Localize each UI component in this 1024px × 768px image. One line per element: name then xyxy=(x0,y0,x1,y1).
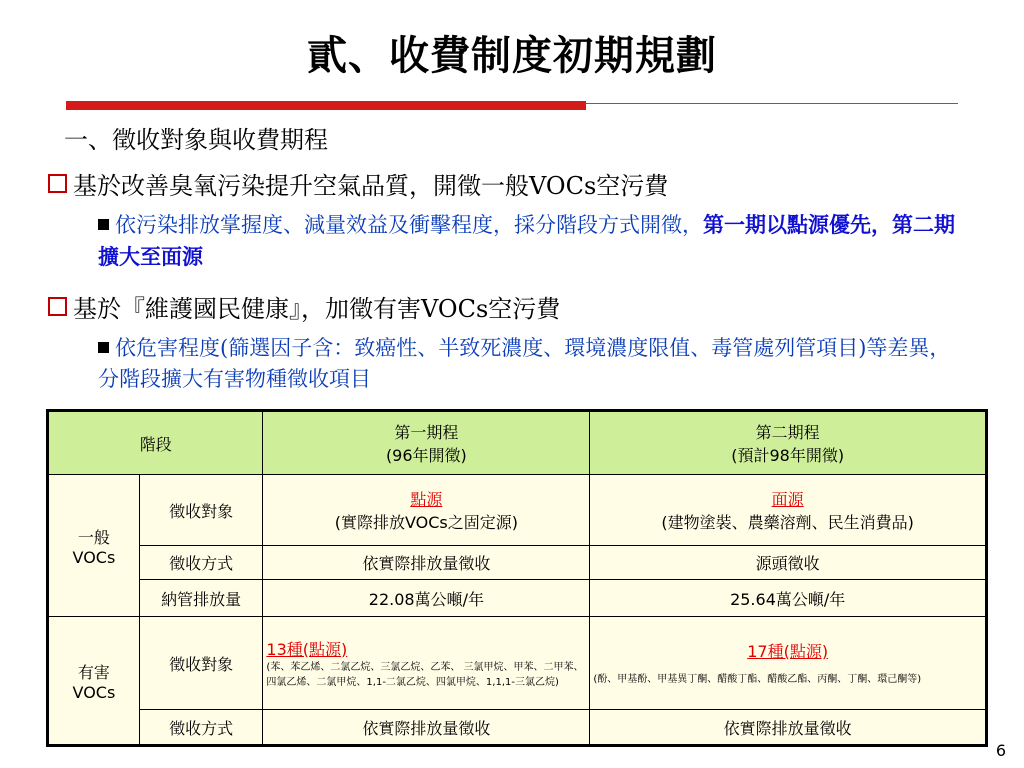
cell-general-method-phase-2: 源頭徵收 xyxy=(590,546,987,580)
header-phase-2-name: 第二期程 xyxy=(755,423,820,442)
bullet-2-sub-text-b: ，分階段擴大有害物種徵收項目 xyxy=(98,336,951,391)
cell-hazardous-target-phase-2 xyxy=(590,617,987,710)
title-underline-line xyxy=(586,103,958,104)
header-phase-2-date: (預計98年開徵) xyxy=(731,446,845,465)
point-source-label: 點源 xyxy=(410,490,443,509)
header-phase-1 xyxy=(263,411,590,475)
row-label-collect-method: 徵收方式 xyxy=(139,546,263,580)
table-header-row xyxy=(48,411,987,475)
cell-hazardous-method-phase-2: 依實際排放量徵收 xyxy=(590,710,987,746)
area-source-label: 面源 xyxy=(771,490,804,509)
collection-plan-table xyxy=(46,409,988,747)
header-phase-2 xyxy=(590,411,987,475)
cell-general-discharge-phase-2: 25.64萬公噸/年 xyxy=(590,580,987,617)
row-label-collect-method: 徵收方式 xyxy=(139,710,263,746)
table-row xyxy=(48,710,987,746)
bullet-1-sub-highlight: 第一期以點源優先，第二期擴大至面源 xyxy=(98,212,955,269)
bullet-2-sub xyxy=(98,333,968,395)
filled-square-bullet-icon xyxy=(98,219,109,230)
page-number: 6 xyxy=(995,741,1006,760)
bullet-1-sub xyxy=(98,209,968,273)
bullet-1 xyxy=(48,166,668,201)
cell-general-target-phase-2 xyxy=(590,475,987,546)
hollow-square-bullet-icon xyxy=(48,174,67,193)
hazardous-17-desc: (酚、甲基酚、甲基異丁酮、醋酸丁酯、醋酸乙酯、丙酮、丁酮、環己酮等) xyxy=(593,674,922,685)
table-row xyxy=(48,580,987,617)
cell-general-discharge-phase-1: 22.08萬公噸/年 xyxy=(263,580,590,617)
title-underline-bar xyxy=(66,101,586,110)
hollow-square-bullet-icon xyxy=(48,297,67,316)
row-label-collect-target: 徵收對象 xyxy=(139,475,263,546)
table-row xyxy=(48,475,987,546)
cell-general-target-phase-1 xyxy=(263,475,590,546)
point-source-desc: (實際排放VOCs之固定源) xyxy=(334,513,518,532)
header-stage: 階段 xyxy=(48,411,263,475)
cell-hazardous-method-phase-1: 依實際排放量徵收 xyxy=(263,710,590,746)
row-group-general-vocs: 一般 VOCs xyxy=(48,475,140,617)
header-phase-1-date: (96年開徵) xyxy=(385,446,467,465)
cell-general-method-phase-1: 依實際排放量徵收 xyxy=(263,546,590,580)
bullet-1-text: 基於改善臭氧污染提升空氣品質，開徵一般VOCs空污費 xyxy=(73,172,669,200)
bullet-2-sub-text: 依危害程度(篩選因子含：致癌性、半致死濃度、環境濃度限值、毒管處列管項目)等差異 xyxy=(115,336,930,360)
filled-square-bullet-icon xyxy=(98,342,109,353)
bullet-1-sub-text: 依污染排放掌握度、減量效益及衝擊程度，採分階段方式開徵， xyxy=(115,213,703,237)
table-row xyxy=(48,617,987,710)
row-label-collect-target: 徵收對象 xyxy=(139,617,263,710)
table-row xyxy=(48,546,987,580)
hazardous-17-label: 17種(點源) xyxy=(747,642,829,661)
header-phase-1-name: 第一期程 xyxy=(394,423,459,442)
cell-hazardous-target-phase-1 xyxy=(263,617,590,710)
row-group-hazardous-vocs: 有害 VOCs xyxy=(48,617,140,746)
slide-title: 貳、收費制度初期規劃 xyxy=(307,32,717,79)
section-heading: 一、徵收對象與收費期程 xyxy=(64,126,328,154)
area-source-desc: (建物塗裝、農藥溶劑、民生消費品) xyxy=(661,513,914,532)
bullet-2 xyxy=(48,289,560,324)
row-label-discharge: 納管排放量 xyxy=(139,580,263,617)
bullet-2-text: 基於『維護國民健康』，加徵有害VOCs空污費 xyxy=(73,295,561,323)
hazardous-13-label: 13種(點源) xyxy=(266,639,348,659)
hazardous-13-desc: (苯、苯乙烯、二氯乙烷、三氯乙烷、乙苯、 三氯甲烷、甲苯、二甲苯、四氯乙烯、二氯甲烷、1,1-二氯乙烷、四氯甲烷、1,1,1-三氯乙烷) xyxy=(266,661,584,688)
